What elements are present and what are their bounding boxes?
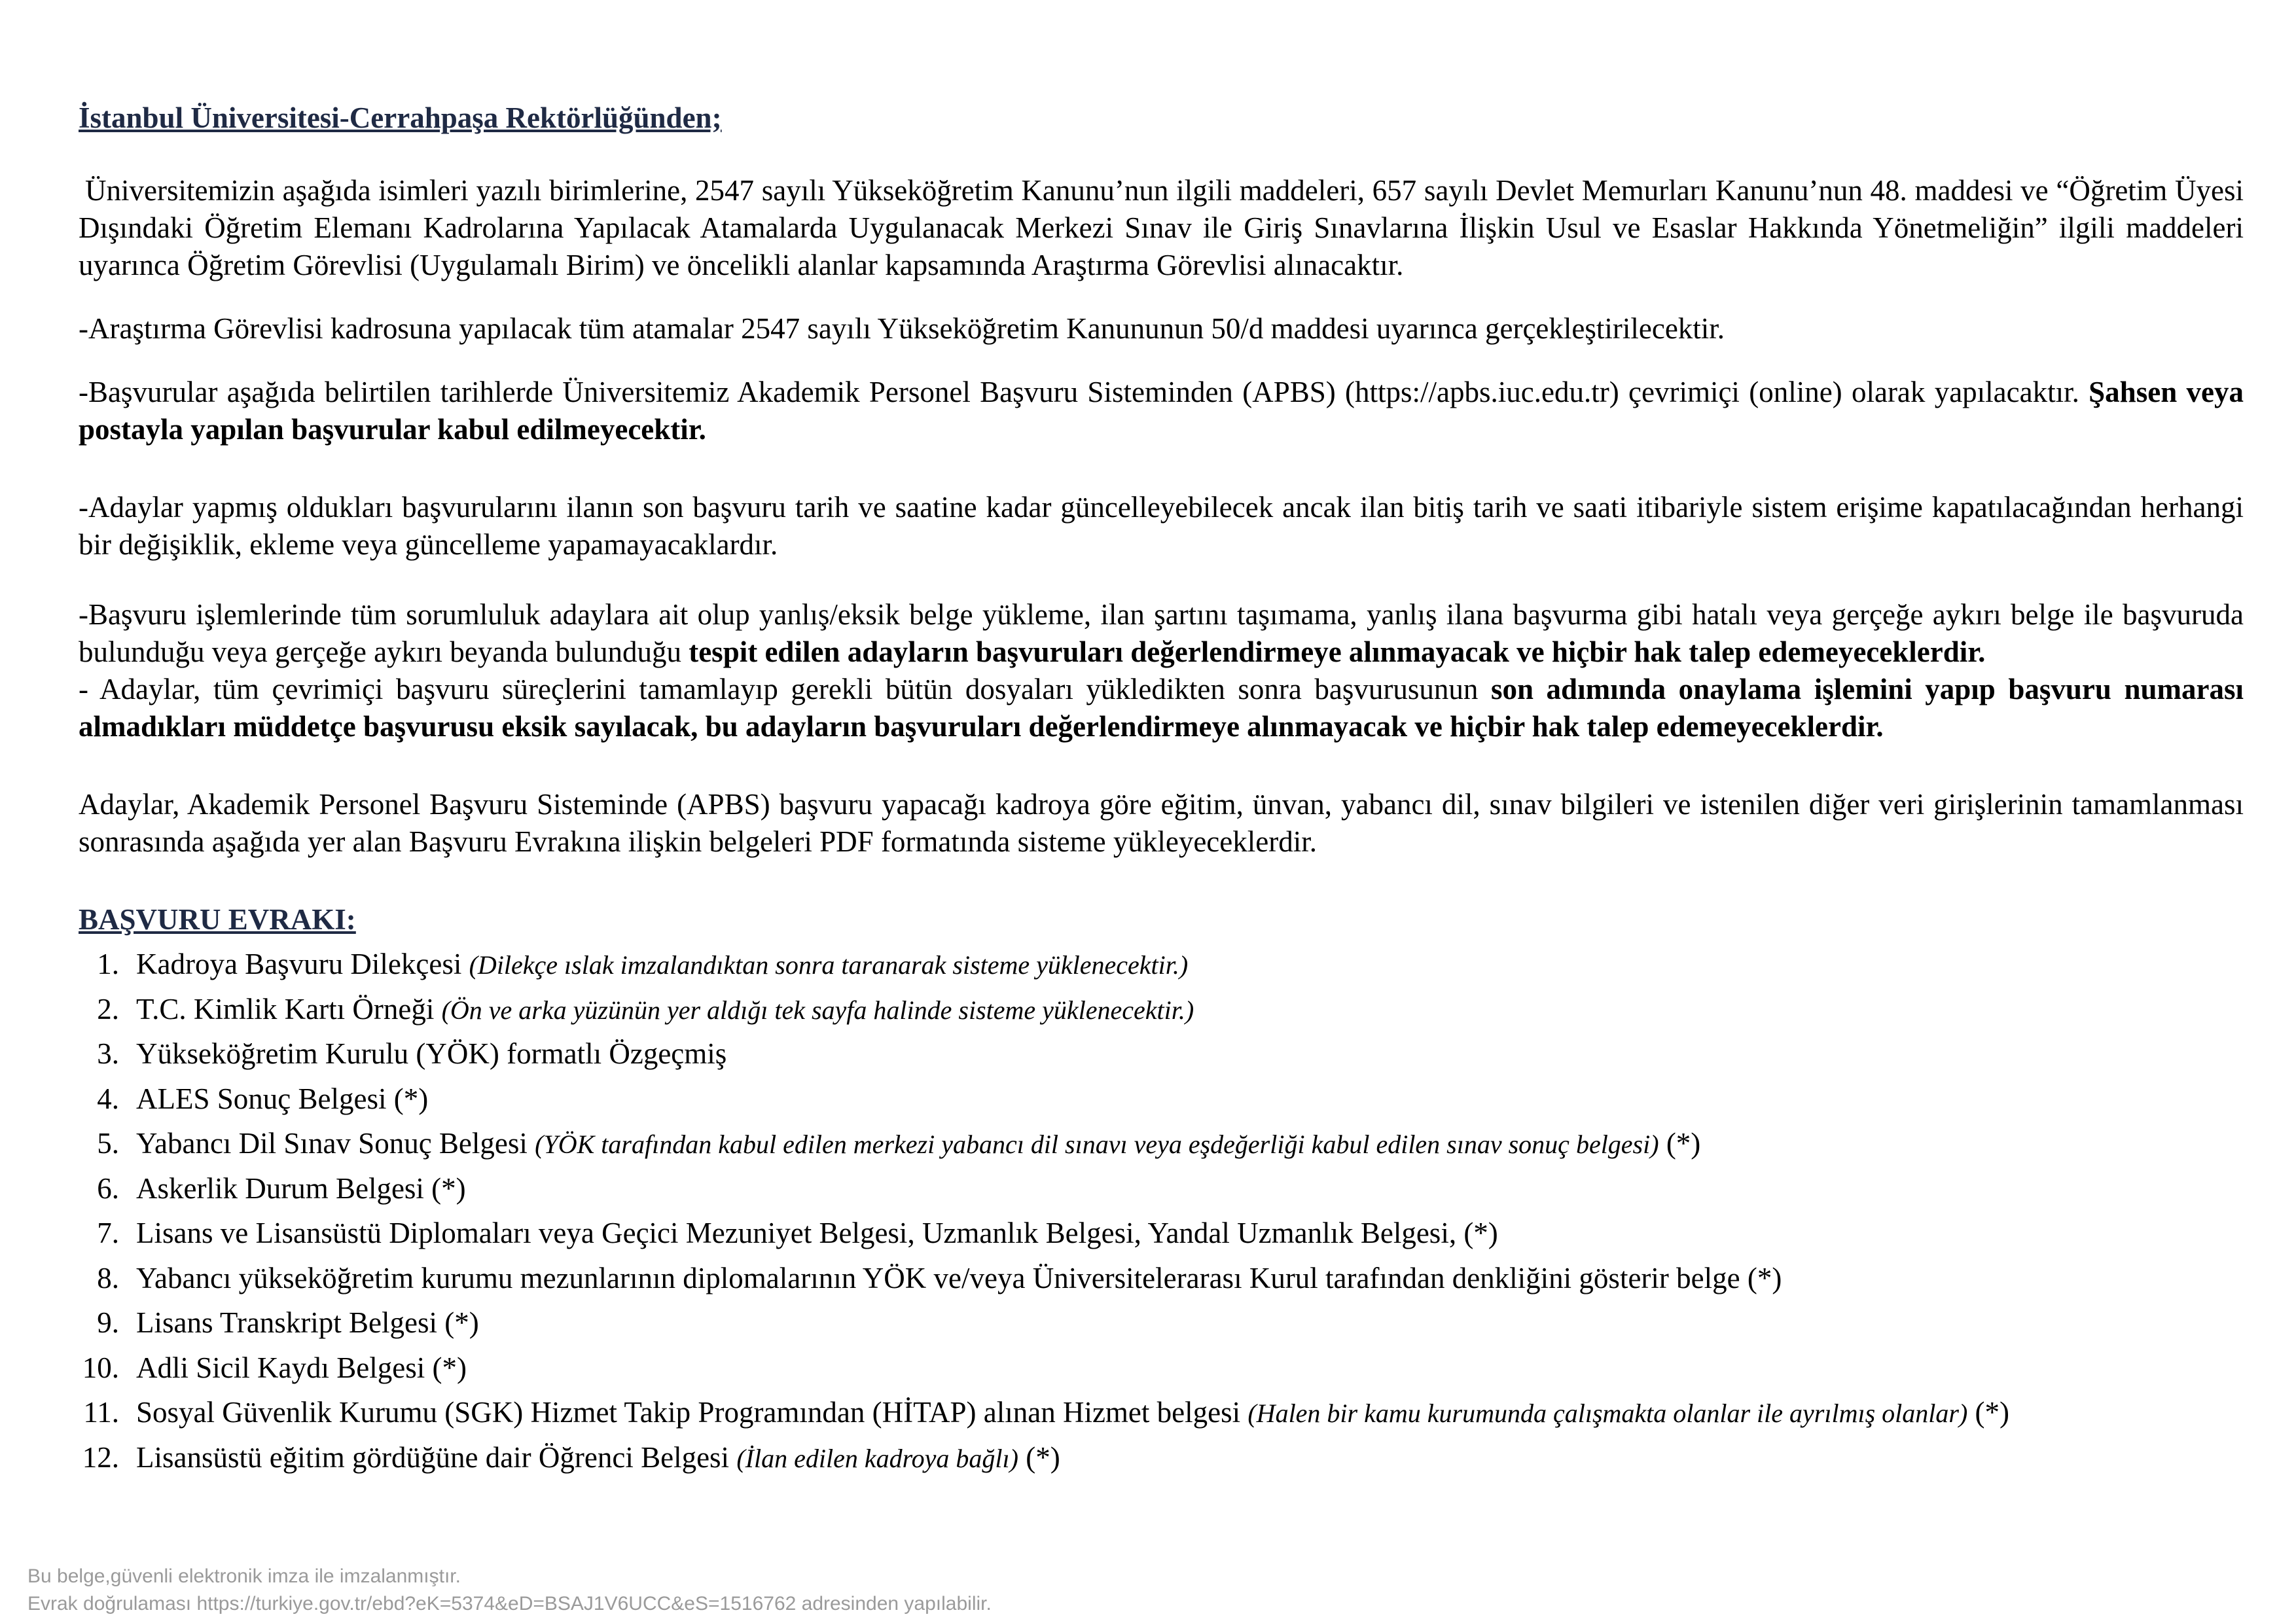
list-item (79, 1167, 2244, 1212)
list-item (79, 1077, 2244, 1122)
paragraph-responsibility-text: -Başvuru işlemlerinde tüm sorumluluk adaylara ait olup yanlış/eksik belge yükleme, ilan şartını taşımama, yanlış ilana başvurma gibi hatalı veya gerçeğe aykırı belge ile başvuruda bulunduğu veya gerçeğe aykırı beyanda bulunduğu (79, 598, 2244, 668)
paragraph-confirmation (79, 671, 2244, 745)
list-item-text: Yabancı Dil Sınav Sonuç Belgesi (136, 1127, 535, 1160)
list-item-number: 10. (82, 1351, 119, 1384)
list-item-note: (İlan edilen kadroya bağlı) (736, 1443, 1018, 1473)
list-item-number: 3. (97, 1037, 119, 1070)
list-item (79, 1346, 2244, 1391)
list-item-suffix: (*) (1967, 1396, 2009, 1429)
list-item-note: (Dilekçe ıslak imzalandıktan sonra taranarak sisteme yüklenecektir.) (469, 950, 1189, 980)
paragraph-responsibility-warning: tespit edilen adayların başvuruları değerlendirmeye alınmayacak ve hiçbir hak talep edemeyeceklerdir. (689, 635, 1986, 668)
list-item-text: Lisans Transkript Belgesi (*) (136, 1306, 479, 1339)
list-item (79, 1391, 2244, 1436)
list-item-note: (Halen bir kamu kurumunda çalışmakta olanlar ile ayrılmış olanlar) (1247, 1399, 1968, 1428)
list-item-number: 2. (97, 992, 119, 1026)
list-item-text: Adli Sicil Kaydı Belgesi (*) (136, 1351, 467, 1384)
list-item-text: Sosyal Güvenlik Kurumu (SGK) Hizmet Takip Programından (HİTAP) alınan Hizmet belgesi (136, 1396, 1248, 1429)
list-item-number: 11. (83, 1396, 119, 1429)
list-item-text: Yükseköğretim Kurulu (YÖK) formatlı Özgeçmiş (136, 1037, 727, 1070)
list-item-text: Kadroya Başvuru Dilekçesi (136, 948, 469, 980)
list-item (79, 1257, 2244, 1302)
paragraph-online-application-text: -Başvurular aşağıda belirtilen tarihlerde Üniversitemiz Akademik Personel Başvuru Sisteminden (APBS) (https://apbs.iuc.edu.tr) çevrimiçi (online) olarak yapılacaktır. (79, 376, 2089, 408)
list-item-suffix: (*) (1018, 1440, 1060, 1474)
list-item (79, 988, 2244, 1033)
paragraph-update-deadline: -Adaylar yapmış oldukları başvurularını ilanın son başvuru tarih ve saatine kadar güncelleyebilecek ancak ilan bitiş tarih ve saati itibariyle sistem erişime kapatılacağından herhangi bir değişiklik, ekleme veya güncelleme yapamayacaklardır. (79, 491, 2244, 561)
list-item-number: 8. (97, 1261, 119, 1294)
list-item-text: Lisansüstü eğitim gördüğüne dair Öğrenci Belgesi (136, 1440, 737, 1474)
page-title: İstanbul Üniversitesi-Cerrahpaşa Rektörlüğünden; (79, 101, 722, 134)
paragraph-confirmation-warning: son adımında onaylama işlemini yapıp başvuru numarası almadıkları müddetçe başvurusu eksik sayılacak, bu adayların başvuruları değerlendirmeye alınmayacak ve hiçbir hak talep edemeyeceklerdir. (79, 673, 2244, 743)
footer-verification-link[interactable]: Evrak doğrulaması https://turkiye.gov.tr/ebd?eK=5374&eD=BSAJ1V6UCC&eS=1516762 adresinden yapılabilir. (27, 1593, 992, 1614)
paragraph-online-application-warning: Şahsen veya postayla yapılan başvurular kabul edilmeyecektir. (79, 376, 2244, 446)
list-item-note: (YÖK tarafından kabul edilen merkezi yabancı dil sınavı veya eşdeğerliği kabul edilen sınav sonuç belgesi) (535, 1130, 1659, 1159)
intro-paragraph: Üniversitemizin aşağıda isimleri yazılı birimlerine, 2547 sayılı Yükseköğretim Kanunu’nun ilgili maddeleri, 657 sayılı Devlet Memurları Kanunu’nun 48. maddesi ve “Öğretim Üyesi Dışındaki Öğretim Elemanı Kadrolarına Yapılacak Atamalarda Uygulanacak Merkezi Sınav ile Giriş Sınavlarına İlişkin Usul ve Esaslar Hakkında Yönetmeliğin” ilgili maddeleri uyarınca Öğretim Görevlisi (Uygulamalı Birim) ve öncelikli alanlar kapsamında Araştırma Görevlisi alınacaktır. (79, 174, 2244, 281)
list-item-number: 4. (97, 1082, 119, 1115)
list-item (79, 1032, 2244, 1077)
paragraph-assignments: -Araştırma Görevlisi kadrosuna yapılacak tüm atamalar 2547 sayılı Yükseköğretim Kanununun 50/d maddesi uyarınca gerçekleştirilecektir. (79, 312, 1725, 345)
list-item-number: 5. (97, 1127, 119, 1160)
list-item (79, 1211, 2244, 1257)
list-item-text: Yabancı yükseköğretim kurumu mezunlarının diplomalarının YÖK ve/veya Üniversitelerarası Kurul tarafından denkliğini gösterir belge (*) (136, 1261, 1782, 1294)
list-item (79, 942, 2244, 988)
list-item-text: Lisans ve Lisansüstü Diplomaları veya Geçici Mezuniyet Belgesi, Uzmanlık Belgesi, Yandal Uzmanlık Belgesi, (*) (136, 1217, 1498, 1249)
list-item-text: Askerlik Durum Belgesi (*) (136, 1171, 466, 1205)
documents-list (79, 942, 2244, 1480)
document-body (79, 92, 2244, 1480)
paragraph-confirmation-text: - Adaylar, tüm çevrimiçi başvuru süreçlerini tamamlayıp gerekli bütün dosyaları yükledikten sonra başvurusunun (79, 673, 1491, 705)
list-item-number: 6. (97, 1171, 119, 1205)
list-item-text: ALES Sonuç Belgesi (*) (136, 1082, 429, 1115)
list-item-number: 9. (97, 1306, 119, 1339)
e-signature-footer (27, 1563, 992, 1618)
paragraph-online-application (79, 374, 2244, 448)
paragraph-responsibility (79, 596, 2244, 671)
paragraph-upload-instructions: Adaylar, Akademik Personel Başvuru Sisteminde (APBS) başvuru yapacağı kadroya göre eğitim, ünvan, yabancı dil, sınav bilgileri ve istenilen diğer veri girişlerinin tamamlanması sonrasında aşağıda yer alan Başvuru Evrakına ilişkin belgeleri PDF formatında sisteme yükleyeceklerdir. (79, 788, 2244, 858)
list-item-number: 7. (97, 1217, 119, 1249)
list-item-number: 12. (82, 1440, 119, 1474)
list-item-number: 1. (97, 948, 119, 980)
list-item (79, 1122, 2244, 1167)
list-item-suffix: (*) (1659, 1127, 1701, 1160)
list-item (79, 1436, 2244, 1481)
list-item-note: (Ön ve arka yüzünün yer aldığı tek sayfa halinde sisteme yüklenecektir.) (441, 995, 1194, 1025)
list-item (79, 1301, 2244, 1346)
list-item-text: T.C. Kimlik Kartı Örneği (136, 992, 442, 1026)
documents-title: BAŞVURU EVRAKI: (79, 903, 356, 936)
footer-signature-note: Bu belge,güvenli elektronik imza ile imzalanmıştır. (27, 1565, 461, 1587)
